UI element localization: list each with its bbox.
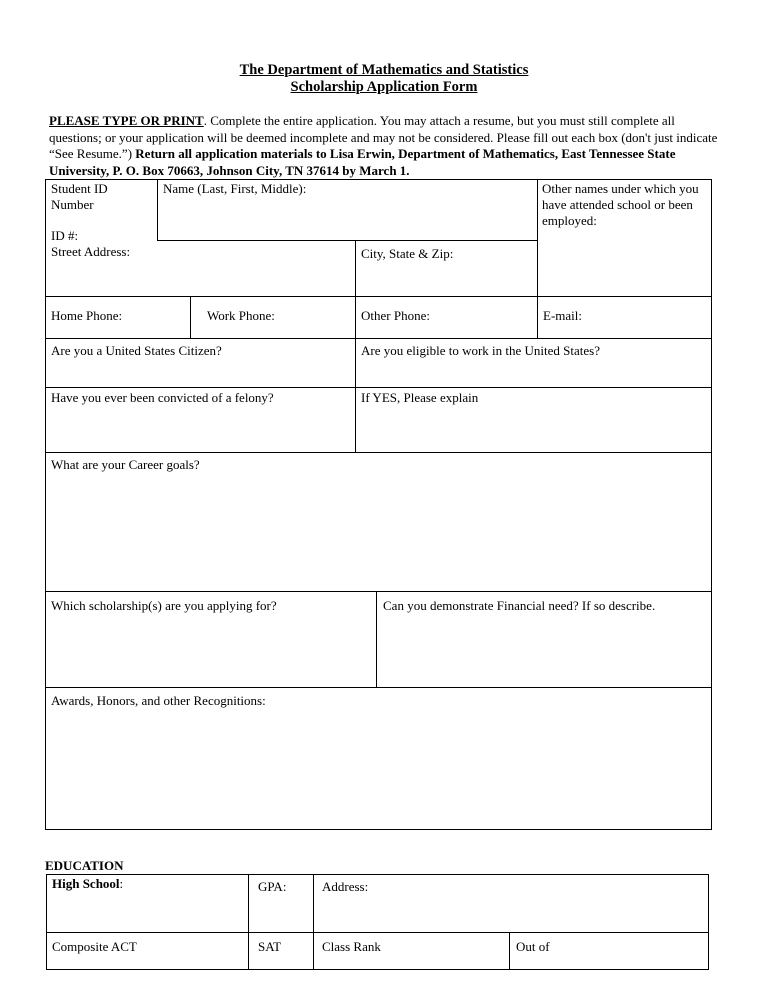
awards-label: Awards, Honors, and other Recognitions: xyxy=(51,693,266,708)
home-phone-label: Home Phone: xyxy=(51,308,123,323)
address-label: Address: xyxy=(322,879,369,894)
out-of-label: Out of xyxy=(516,939,550,954)
felony-explain-label: If YES, Please explain xyxy=(361,390,479,405)
high-school-label: High School: xyxy=(52,876,124,891)
gpa-label: GPA: xyxy=(258,879,287,894)
instructions-text: . Complete the entire application. You may attach a resume, but you must still complete all questions; or your application will be deemed incomplete and may not be considered. Please fill out each box (don't just indicate “See Resume.”) xyxy=(49,113,718,161)
other-names-label: Other names under which you have attended school or been employed: xyxy=(542,181,699,228)
email-label: E-mail: xyxy=(543,308,582,323)
other-phone-label: Other Phone: xyxy=(361,308,430,323)
id-number-label: ID #: xyxy=(51,228,79,243)
education-heading: EDUCATION xyxy=(45,858,124,873)
student-id-label: Student ID xyxy=(51,181,108,196)
felony-label: Have you ever been convicted of a felony? xyxy=(51,390,274,405)
composite-act-label: Composite ACT xyxy=(52,939,137,954)
city-state-zip-label: City, State & Zip: xyxy=(361,246,454,261)
scholarship-label: Which scholarship(s) are you applying for? xyxy=(51,598,277,613)
sat-label: SAT xyxy=(258,939,282,954)
student-id-label-number: Number xyxy=(51,197,94,212)
us-citizen-label: Are you a United States Citizen? xyxy=(51,343,222,358)
name-label: Name (Last, First, Middle): xyxy=(163,181,307,196)
street-address-label: Street Address: xyxy=(51,244,131,259)
instructions-lead: PLEASE TYPE OR PRINT xyxy=(49,113,204,128)
page-subtitle: Scholarship Application Form xyxy=(290,79,478,95)
class-rank-label: Class Rank xyxy=(322,939,381,954)
instructions-return-address: Return all application materials to Lisa Erwin, Department of Mathematics, East Tennessee State University, P. O. Box 70663, Johnson City, TN 37614 by March 1. xyxy=(49,146,676,178)
work-phone-label: Work Phone: xyxy=(207,308,275,323)
eligible-work-label: Are you eligible to work in the United States? xyxy=(361,343,601,358)
page-title: The Department of Mathematics and Statistics xyxy=(239,62,529,78)
instructions-paragraph xyxy=(49,113,719,179)
financial-need-label: Can you demonstrate Financial need? If so describe. xyxy=(383,598,656,613)
career-goals-label: What are your Career goals? xyxy=(51,457,200,472)
